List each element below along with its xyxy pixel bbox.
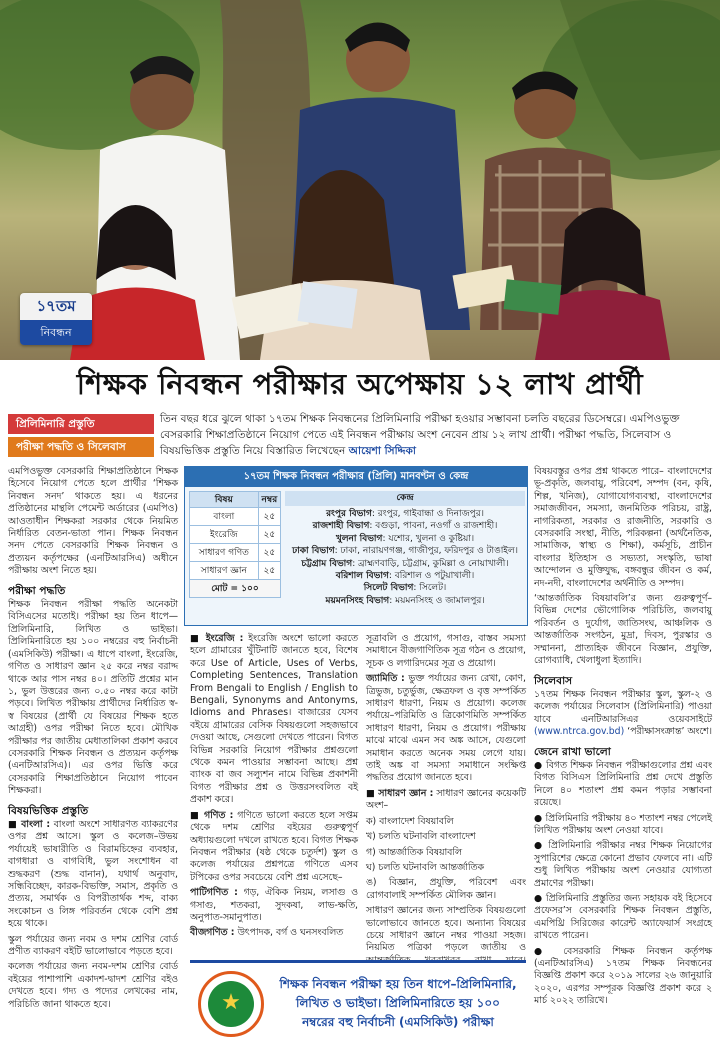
- col2-arithmetic-paragraph: [190, 887, 358, 924]
- center-item: [285, 570, 525, 582]
- pull-quote-box: [190, 960, 526, 1044]
- ntrca-logo-icon: [198, 971, 264, 1037]
- subject-cell: বাংলা: [190, 508, 259, 526]
- students-photo-illustration: [0, 0, 720, 360]
- english-text: ইংরেজি অংশে ভালো করতে হলে গ্রামারের খুঁটিনাটি জানতে হবে, বিশেষ করে Use of Article, Uses of Verbs, Completing Sentences, Translation From Bengali to English / English to Bengali, Synonyms and Antonyms, Idioms and Phrases। বাজারের যেসব বইয়ে গ্রামারের বেসিক বিষয়গুলো সহজভাবে দেওয়া আছে, সেগুলো দেখতে পারেন। বিগত বিভিন্ন সরকারি নিয়োগ পরীক্ষার প্রশ্নগুলো থেকে কমন পাওয়ার সম্ভাবনা আছে। প্রশ্ন ব্যাংক বা জব সল্যুশন নামে বিভিন্ন প্রকাশনী বিগত পরীক্ষার প্রশ্ন ও উত্তরসংবলিত বই প্রকাশ করে।: [190, 633, 358, 806]
- heading-good-to-know: জেনে রাখা ভালো: [534, 745, 611, 758]
- center-places: : বগুড়া, পাবনা, নওগাঁ ও রাজশাহী।: [369, 521, 498, 532]
- table-header-row: [190, 492, 281, 508]
- center-item: [285, 520, 525, 532]
- center-division: ময়মনসিংহ বিভাগ: [325, 595, 390, 606]
- center-division: রাজশাহী বিভাগ: [312, 521, 370, 532]
- intro-text: তিন বছর ধরে ঝুলে থাকা ১৭তম শিক্ষক নিবন্ধনের প্রিলিমিনারি পরীক্ষা হওয়ার সম্ভাবনা চলতি বছরের ডিসেম্বরে। এমপিওভুক্ত বেসরকারি শিক্ষাপ্রতিষ্ঠানে নিয়োগ পেতে এই নিবন্ধন পরীক্ষায় অংশ নেবেন প্রায় ১২ লাখ প্রার্থী। পরীক্ষা পদ্ধতি, সিলেবাস ও বিষয়ভিত্তিক প্রস্তুতি নিয়ে বিস্তারিত লিখেছেন: [160, 413, 680, 457]
- gk-text: সাধারণ জ্ঞানের কয়েকটি অংশ–: [366, 787, 526, 812]
- col1-method-paragraph: শিক্ষক নিবন্ধন পরীক্ষা পদ্ধতি অনেকটা বিসিএসের মতোই। পরীক্ষা হয় তিন ধাপে—প্রিলিমিনারি, লিখিত ও ভাইভা। প্রিলিমিনারিতে হয় ১০০ নম্বরের বহু নির্বাচনী (এমসিকিউ) পরীক্ষা। এ ধাপে বাংলা, ইংরেজি, গণিত ও সাধারণ জ্ঞান ২৫ করে নম্বর বরাদ্দ থাকে আর পাস নম্বর ৪০। প্রতিটি প্রশ্নের মান ১, ভুল উত্তরের জন্য ০.৫০ নম্বর করে কাটা পড়বে। লিখিত পরীক্ষায় প্রার্থীদের নির্ধারিত স্ব-স্ব বিষয়ের (প্রার্থী যে বিষয়ের শিক্ষক হতে আগ্রহী) ওপর পরীক্ষা নিতে হবে। মৌখিক পরীক্ষার পর জাতীয় মেধাতালিকা প্রকাশ করবে বেসরকারি শিক্ষক নিবন্ধন ও প্রত্যয়ন কর্তৃপক্ষ (এনটিআরসিএ)। এর ওপর ভিত্তি করে বেসরকারি শিক্ষাপ্রতিষ্ঠানে নিয়োগ পাবেন শিক্ষকরা।: [8, 599, 178, 797]
- tag-prelim-prep: প্রিলিমিনারি প্রস্তুতি: [8, 414, 154, 434]
- header-center: কেন্দ্র: [285, 491, 525, 506]
- tip-item: [534, 760, 712, 810]
- header-subject: বিষয়: [190, 492, 259, 508]
- tip-item: [534, 813, 712, 838]
- center-places: : সিলেট।: [413, 583, 447, 594]
- center-division: ঢাকা বিভাগ: [292, 546, 335, 557]
- bullet-icon: ■: [190, 809, 205, 821]
- heading-subject-prep: বিষয়ভিত্তিক প্রস্তুতি: [8, 804, 89, 817]
- col4-syllabus-paragraph: [534, 689, 712, 739]
- center-places: : ব্রাহ্মণবাড়ি, চট্টগ্রাম, কুমিল্লা ও নোয়াখালী।: [352, 558, 509, 569]
- center-item: [285, 533, 525, 545]
- col4-bangladesh-topics: বিষয়বস্তুর ওপর প্রশ্ন থাকতে পারে– বাংলাদেশের ভূ-প্রকৃতি, জলবায়ু, পরিবেশ, সম্পদ (বন, কৃষি, শিল্প, খনিজ), যোগাযোগব্যবস্থা, বাংলাদেশের সমাজজীবন, সমস্যা, জনমিতিক পরিচয়, রাষ্ট্র, নাগরিকতা, সরকার ও রাজনীতি, সরকারি ও বেসরকারি সংস্থা, নীতি, পরিকল্পনা (অর্থনৈতিক, সামাজিক, স্বাস্থ্য ও শিক্ষা), কর্মসূচি, প্রাচীন বাংলার ইতিহাস ও সভ্যতা, সংস্কৃতি, ভাষা আন্দোলন ও মুক্তিযুদ্ধ, বঙ্গবন্ধুর জীবন ও কর্ম, নদ-নদী, বাংলাদেশের অর্থনীতি ও সম্পদ।: [534, 466, 712, 589]
- marks-cell: ২৫: [258, 544, 280, 562]
- bullet-icon: ■: [366, 787, 379, 799]
- col3-gk-paragraph: [366, 788, 526, 813]
- marks-table: [189, 491, 281, 598]
- syllabus-text-end: ‘পরীক্ষাসংক্রান্ত’ অংশে।: [627, 726, 712, 738]
- table-title: ১৭তম শিক্ষক নিবন্ধন পরীক্ষার (প্রিলি) মানবণ্টন ও কেন্দ্র: [185, 467, 527, 487]
- bullet-icon: ■: [190, 633, 206, 644]
- col1-college-paragraph: কলেজ পর্যায়ের জন্য নবম-দশম শ্রেণির বোর্ড বইয়ের পাশাপাশি একাদশ-দ্বাদশ শ্রেণির বইও দেখতে হবে। গদ্য ও পদ্যের লেখকের নাম, পরিচিতি জানা থাকতে হবে।: [8, 961, 178, 1010]
- tag-exam-syllabus: পরীক্ষা পদ্ধতি ও সিলেবাস: [8, 437, 154, 457]
- list-item: ঘ) চলতি ঘটনাবলি আন্তর্জাতিক: [366, 861, 485, 873]
- table-row: [190, 562, 281, 580]
- article-intro: [160, 411, 712, 459]
- center-division: বরিশাল বিভাগ: [335, 571, 389, 582]
- ntrca-website-link[interactable]: (www.ntrca.gov.bd): [534, 726, 625, 738]
- list-item: ঙ) বিজ্ঞান, প্রযুক্তি, পরিবেশ এবং রোগবালাই সম্পর্কিত মৌলিক জ্ঞান।: [366, 877, 526, 901]
- math-text: গণিতে ভালো করতে হলে সপ্তম থেকে দশম শ্রেণির বইয়ের গুরুত্বপূর্ণ অধ্যায়গুলো দখলে রাখতে হবে। বিগত শিক্ষক নিবন্ধন পরীক্ষার (ষষ্ঠ থেকে চতুর্দশ) স্কুল ও কলেজ পর্যায়ের প্রশ্নপত্রে গণিতে এসব টপিকের ওপর সবচেয়ে বেশি প্রশ্ন এসেছে–: [190, 809, 358, 883]
- table-row: [190, 526, 281, 544]
- hero-photo: [0, 0, 720, 360]
- column-4: [534, 466, 712, 1011]
- total-cell: মোট = ১০০: [190, 580, 281, 598]
- col3-geometry-paragraph: [366, 673, 526, 785]
- bullet-icon: ●: [534, 893, 546, 904]
- tip-item: [534, 840, 712, 890]
- tip-text: বেসরকারি শিক্ষক নিবন্ধন কর্তৃপক্ষ (এনটিআরসিএ) ১৭তম শিক্ষক নিবন্ধনের বিজ্ঞপ্তি প্রকাশ করে ২০১৯ সালের ২৬ জানুয়ারি ২০২০, এরপর সম্পূরক বিজ্ঞপ্তি প্রকাশ করে ২ মার্চ ২০২২ তারিখে।: [534, 945, 712, 1007]
- center-division: চট্টগ্রাম বিভাগ: [301, 558, 353, 569]
- arithmetic-label: পাটিগণিত :: [190, 887, 238, 899]
- center-places: : যশোর, খুলনা ও কুষ্টিয়া।: [382, 533, 475, 544]
- column-2: [190, 633, 358, 943]
- col3-algebra-cont: সূত্রাবলি ও প্রয়োগ, গসাগু, বাস্তব সমস্যা সমাধানে বীজগাণিতিক সূত্র গঠন ও প্রয়োগ, সূচক ও লগারিদমের সূত্র ও প্রয়োগ।: [366, 633, 526, 669]
- algebra-label: বীজগণিত :: [190, 927, 235, 939]
- bullet-icon: ●: [534, 840, 549, 852]
- center-places: : ঢাকা, নারায়ণগঞ্জ, গাজীপুর, ফরিদপুর ও টাঙাইল।: [334, 546, 518, 557]
- center-item: [285, 558, 525, 570]
- center-item: [285, 545, 525, 557]
- column-1: [8, 466, 178, 1014]
- arithmetic-text: গড়, ঐকিক নিয়ম, লসাগু ও গসাগু, শতকরা, সুদকষা, লাভ-ক্ষতি, অনুপাত-সমানুপাত।: [190, 887, 358, 923]
- bullet-icon: ●: [534, 759, 547, 771]
- col2-english-paragraph: [190, 633, 358, 807]
- col4-international-topics: ‘আন্তর্জাতিক বিষয়াবলি’র জন্য গুরুত্বপূর্ণ–বিভিন্ন দেশের ভৌগোলিক পরিচিতি, জলবায়ু পরিবর্তন ও দুর্যোগ, জাতিসংঘ, আঞ্চলিক ও আন্তর্জাতিক সংগঠন, মুদ্রা, দিবস, পুরস্কার ও সম্মাননা, প্রাত্যহিক জীবনে বিজ্ঞান, প্রযুক্তি, রোগব্যাধি, খেলাধুলা ইত্যাদি।: [534, 593, 712, 667]
- column-3: [366, 633, 526, 983]
- tip-text: প্রিলিমিনারি পরীক্ষায় ৪০ শতাংশ নম্বর পেলেই লিখিত পরীক্ষায় অংশ নেওয়া যাবে।: [534, 812, 712, 836]
- geometry-label: জ্যামিতি :: [366, 673, 405, 685]
- algebra-text: উৎপাদক, বর্গ ও ঘনসংবলিত: [237, 927, 344, 939]
- tip-text: প্রিলিমিনারি পরীক্ষার নম্বর শিক্ষক নিয়োগের সুপারিশের ক্ষেত্রে কোনো প্রভাব ফেলবে না। এটি শুধু লিখিত পরীক্ষায় অংশ নেওয়ার যোগ্যতা প্রমাণের পরীক্ষা।: [534, 840, 712, 889]
- col1-intro-paragraph: এমপিওভুক্ত বেসরকারি শিক্ষাপ্রতিষ্ঠানে শিক্ষক হিসেবে নিয়োগ পেতে হলে প্রার্থীর ‘শিক্ষক নিবন্ধন সনদ’ থাকতে হয়। এ ধরনের প্রতিষ্ঠানের মান্থলি পেমেন্ট অর্ডারের (এমপিও) আওতাধীন শিক্ষকরা সরকার থেকে নিয়মিত নির্ধারিত বেতন-ভাতা পান। শিক্ষক নিবন্ধন সনদ পেতে বেসরকারি শিক্ষক নিবন্ধন ও প্রত্যয়ন কর্তৃপক্ষের (এনটিআরসিএ) অধীনে পরীক্ষায় অংশ নিতে হয়।: [8, 466, 178, 577]
- table-row: [190, 508, 281, 526]
- subject-cell: ইংরেজি: [190, 526, 259, 544]
- gk-label: সাধারণ জ্ঞান :: [378, 787, 434, 799]
- tip-item: [534, 893, 712, 943]
- center-division: রংপুর বিভাগ: [326, 509, 372, 519]
- col2-math-paragraph: [190, 810, 358, 884]
- marks-cell: ২৫: [258, 508, 280, 526]
- edition-badge: [20, 293, 92, 345]
- logo-emblem: [208, 981, 254, 1027]
- center-item: [285, 582, 525, 594]
- bullet-icon: ■: [8, 818, 22, 830]
- english-label: ইংরেজি :: [205, 633, 244, 644]
- bangla-text: বাংলা অংশে সাধারণত ব্যাকরণের ওপর প্রশ্ন আসে। স্কুল ও কলেজ–উভয় পর্যায়েই ভাষারীতি ও বিরামচিহ্নের ব্যবহার, বাগধারা ও বাগবিধি, ভুল সংশোধন বা শুদ্ধকরণ (শুদ্ধ বানান), যথার্থ অনুবাদ, সন্ধিবিচ্ছেদ, কারক-বিভক্তি, সমাস, প্রকৃতি ও প্রত্যয়, সমার্থক ও বিপরীতার্থক শব্দ, বাক্য সংকোচন ও লিঙ্গ পরিবর্তন থেকে বেশি প্রশ্ন হয়ে থাকে।: [8, 818, 178, 930]
- tip-text: বিগত শিক্ষক নিবন্ধন পরীক্ষাগুলোর প্রশ্ন এবং বিগত বিসিএস প্রিলিমিনারি প্রশ্ন দেখে প্রস্তুতি নিলে ৪০ শতাংশ প্রশ্ন কমন পড়ার সম্ভাবনা রয়েছে।: [534, 759, 712, 809]
- center-division: খুলনা বিভাগ: [335, 533, 383, 544]
- subject-cell: সাধারণ জ্ঞান: [190, 562, 259, 580]
- list-item: গ) আন্তর্জাতিক বিষয়াবলি: [366, 846, 462, 858]
- math-label: গণিত :: [204, 809, 234, 821]
- author-name: আয়েশা সিদ্দিকা: [348, 445, 416, 457]
- center-division: সিলেট বিভাগ: [363, 583, 414, 594]
- syllabus-text: ১৭তম শিক্ষক নিবন্ধন পরীক্ষার স্কুল, স্কুল-২ ও কলেজ পর্যায়ের সিলেবাস (প্রিলিমিনারি) পাওয়া যাবে এনটিআরসিএর ওয়েবসাইটে: [534, 688, 712, 725]
- center-item: [285, 595, 525, 607]
- col1-bangla-paragraph: [8, 819, 178, 931]
- marks-cell: ২৫: [258, 526, 280, 544]
- tip-text: প্রিলিমিনারি প্রস্তুতির জন্য সহায়ক বই হিসেবে প্রফেসর’স বেসরকারি শিক্ষক নিবন্ধন প্রস্তুতি, এমপিথ্রি সিরিজের কারেন্ট অ্যাফেয়ার্স সংগ্রহে রাখতে পারেন।: [534, 893, 712, 942]
- edition-label: নিবন্ধন: [20, 320, 92, 345]
- table-total-row: [190, 580, 281, 598]
- subject-cell: সাধারণ গণিত: [190, 544, 259, 562]
- col3-gk-detail: সাধারণ জ্ঞানের জন্য সাম্প্রতিক বিষয়গুলো ভালোভাবে জানতে হবে। অন্যান্য বিষয়ের চেয়ে সাধারণ জ্ঞানে নম্বর পাওয়া সহজ। নিয়মিত পত্রিকা পড়লে জাতীয় ও: [366, 905, 526, 954]
- col1-school-paragraph: স্কুল পর্যায়ের জন্য নবম ও দশম শ্রেণির বোর্ড প্রণীত ব্যাকরণ বইটি ভালোভাবে পড়তে হবে।: [8, 933, 178, 958]
- bullet-icon: ●: [534, 945, 564, 957]
- table-row: [190, 544, 281, 562]
- header-marks: নম্বর: [258, 492, 280, 508]
- edition-number: ১৭তম: [20, 293, 92, 320]
- center-item: [285, 508, 525, 520]
- list-item: ক) বাংলাদেশ বিষয়াবলি: [366, 815, 454, 827]
- marks-and-centers-box: [184, 466, 528, 626]
- pull-quote-text: শিক্ষক নিবন্ধন পরীক্ষা হয় তিন ধাপে–প্রিলিমিনারি, লিখিত ও ভাইভা। প্রিলিমিনারিতে হয় ১০০ নম্বরের বহু নির্বাচনী (এমসিকিউ) পরীক্ষা: [279, 977, 517, 1029]
- center-places: : ময়মনসিংহ ও জামালপুর।: [389, 595, 485, 606]
- tip-item: [534, 946, 712, 1008]
- star-icon: ★: [221, 990, 241, 1015]
- heading-exam-method: পরীক্ষা পদ্ধতি: [8, 584, 66, 597]
- geometry-text: ভুক্ত পর্যায়ের জন্য রেখা, কোণ, ত্রিভুজ, চতুর্ভুজ, ক্ষেত্রফল ও বৃত্ত সম্পর্কিত সাধারণ ধারণা, নিয়ম ও প্রয়োগ। কলেজ পর্যায়ে–পরিমিতি ও ত্রিকোণমিতি সম্পর্কিত সাধারণ ধারণা, নিয়ম ও প্রয়োগ। পরীক্ষায় মাঝে মাঝে এমন সব অঙ্ক আসে, যেগুলো সমাধান করতে অনেক সময় লেগে যায়। তাই অঙ্ক বা সমস্যা সমাধানে সংক্ষিপ্ত পদ্ধতির প্রয়োগ জানতে হবে।: [366, 673, 526, 784]
- article-headline: শিক্ষক নিবন্ধন পরীক্ষার অপেক্ষায় ১২ লাখ প্রার্থী: [76, 367, 644, 401]
- list-item: খ) চলতি ঘটনাবলি বাংলাদেশ: [366, 831, 476, 843]
- col2-algebra-paragraph: [190, 927, 358, 939]
- center-places: : বরিশাল ও পটুয়াখালী।: [388, 571, 475, 582]
- exam-centers: [285, 491, 525, 607]
- bullet-icon: ●: [534, 812, 546, 824]
- bangla-label: বাংলা :: [21, 818, 51, 830]
- center-places: : রংপুর, গাইবান্ধা ও দিনাজপুর।: [371, 509, 484, 519]
- marks-cell: ২৫: [258, 562, 280, 580]
- heading-syllabus: সিলেবাস: [534, 674, 573, 687]
